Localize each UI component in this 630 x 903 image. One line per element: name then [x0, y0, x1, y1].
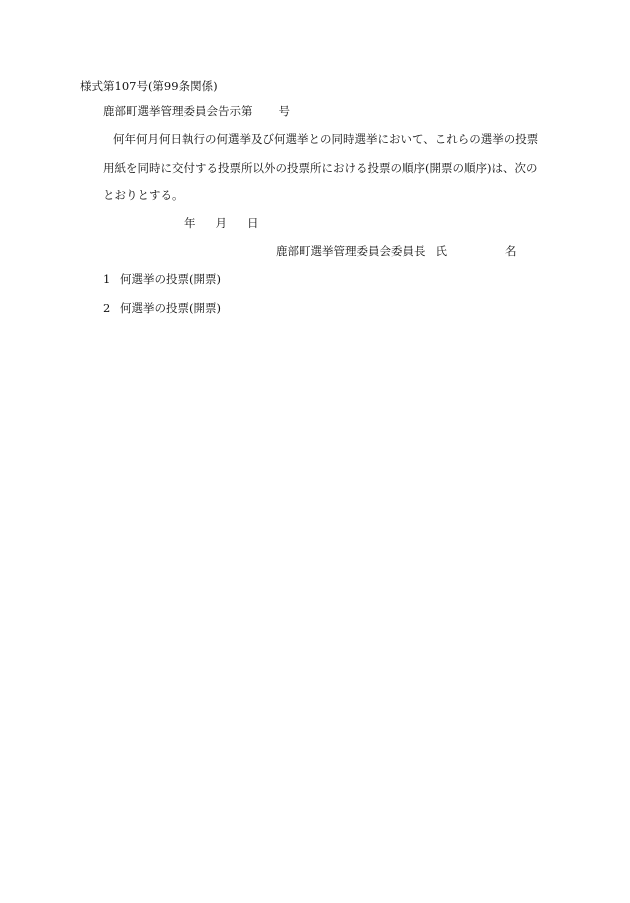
list-item: [103, 300, 221, 316]
date-month: 月: [215, 216, 227, 230]
date-line: [184, 215, 259, 231]
form-header: 様式第107号(第99条関係): [80, 79, 218, 93]
list-item-number: 2: [103, 301, 111, 315]
body-text-line-3: とおりとする。: [103, 188, 184, 202]
date-year: 年: [184, 216, 196, 230]
list-item: [103, 271, 221, 287]
signer-surname-label: 氏: [435, 244, 447, 258]
list-item-label: 何選挙の投票(開票): [120, 301, 221, 315]
signer-title: 鹿部町選挙管理委員会委員長: [276, 244, 426, 258]
list-item-label: 何選挙の投票(開票): [120, 272, 221, 286]
notice-title-suffix: 号: [278, 104, 290, 118]
body-text-line-1: 何年何月何日執行の何選挙及び何選挙との同時選挙において、これらの選挙の投票: [113, 132, 539, 146]
signer-given-label: 名: [505, 244, 517, 258]
notice-title: [103, 103, 290, 119]
notice-title-prefix: 鹿部町選挙管理委員会告示第: [103, 104, 253, 118]
list-item-number: 1: [103, 272, 111, 286]
signer-line: [276, 243, 517, 259]
date-day: 日: [247, 216, 259, 230]
body-text-line-2: 用紙を同時に交付する投票所以外の投票所における投票の順序(開票の順序)は、次の: [103, 161, 538, 175]
